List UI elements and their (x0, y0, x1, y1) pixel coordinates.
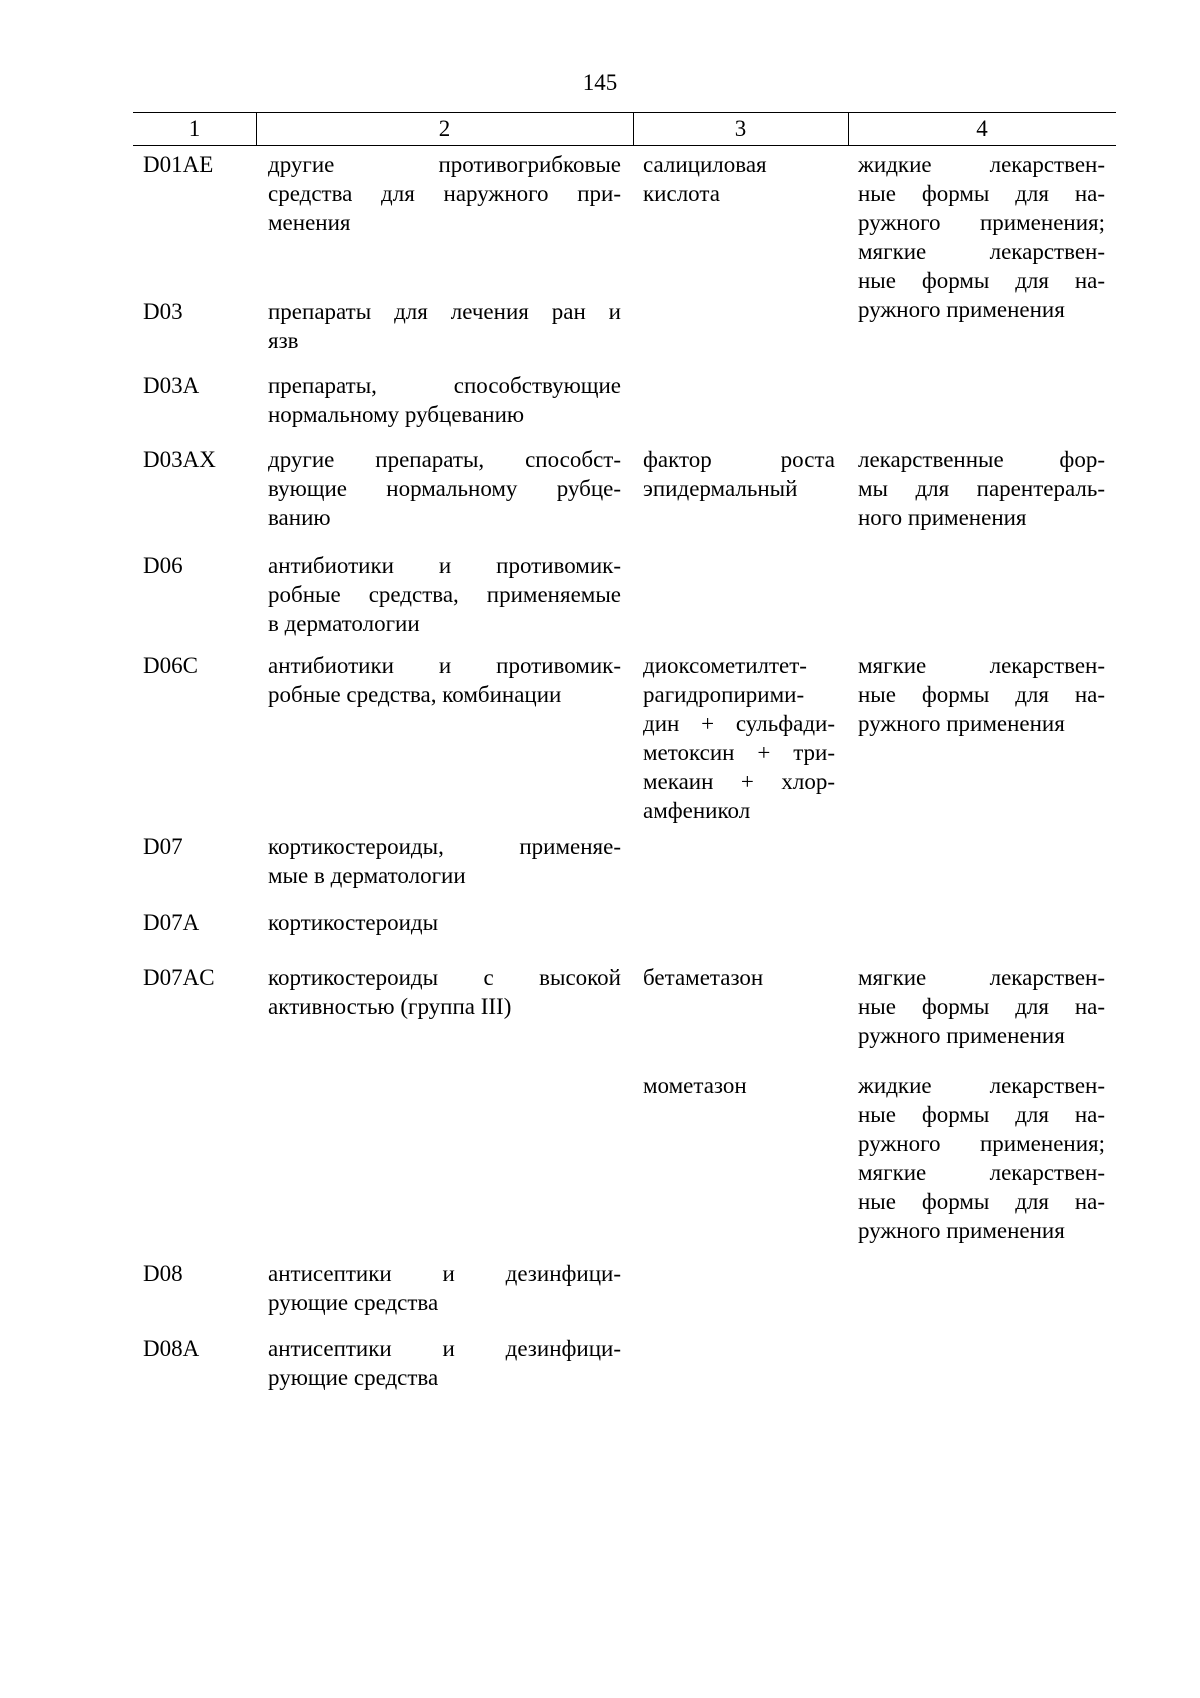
dosage-forms-line: ружного применения (858, 1218, 1065, 1243)
group-name (268, 150, 621, 237)
drug-name-line: мекаин + хлор- (643, 769, 835, 794)
group-name (268, 551, 621, 638)
column-header-3: 3 (734, 116, 747, 141)
atc-code: D03A (143, 373, 200, 398)
header-divider (633, 113, 634, 145)
drug-name-line: диоксометилтет- (643, 653, 807, 678)
atc-code: D07 (143, 834, 183, 859)
group-name-line: рующие средства (268, 1365, 439, 1390)
atc-code: D07A (143, 910, 200, 935)
group-name-line: препараты, способствующие (268, 373, 621, 398)
group-name-line: рующие средства (268, 1290, 439, 1315)
group-name-line: активностью (группа III) (268, 994, 512, 1019)
group-name (268, 371, 621, 429)
drug-name-line: фактор роста (643, 447, 835, 472)
group-name-line: робные средства, применяемые (268, 582, 621, 607)
column-header-1: 1 (188, 116, 201, 141)
group-name-line: мые в дерматологии (268, 863, 466, 888)
group-name-line: антибиотики и противомик- (268, 553, 621, 578)
page-number: 145 (582, 70, 618, 95)
group-name (268, 445, 621, 532)
drug-name (643, 1071, 835, 1100)
drug-name (643, 445, 835, 503)
drug-name-line: салициловая (643, 152, 767, 177)
atc-code: D06C (143, 653, 198, 678)
dosage-forms-line: мягкие лекарствен- (858, 1160, 1105, 1185)
dosage-forms-line: ружного применения; (858, 210, 1105, 235)
group-name-line: язв (268, 328, 299, 353)
group-name-line: кортикостероиды, применяе- (268, 834, 621, 859)
dosage-forms (858, 445, 1105, 532)
dosage-forms-line: мягкие лекарствен- (858, 965, 1105, 990)
atc-code: D07AC (143, 965, 215, 990)
column-header-2: 2 (438, 116, 451, 141)
dosage-forms-line: жидкие лекарствен- (858, 1073, 1105, 1098)
dosage-forms-line: ружного применения (858, 297, 1065, 322)
dosage-forms-line: лекарственные фор- (858, 447, 1105, 472)
drug-name-line: метоксин + три- (643, 740, 835, 765)
group-name (268, 963, 621, 1021)
dosage-forms-line: ные формы для на- (858, 994, 1105, 1019)
drug-name (643, 651, 835, 825)
atc-code: D06 (143, 553, 183, 578)
group-name-line: препараты для лечения ран и (268, 299, 621, 324)
dosage-forms-line: ружного применения; (858, 1131, 1105, 1156)
header-divider (848, 113, 849, 145)
atc-code: D08 (143, 1261, 183, 1286)
group-name (268, 651, 621, 709)
drug-name-line: рагидропирими- (643, 682, 805, 707)
dosage-forms-line: ные формы для на- (858, 268, 1105, 293)
group-name-line: средства для наружного при- (268, 181, 621, 206)
dosage-forms-line: мягкие лекарствен- (858, 239, 1105, 264)
group-name-line: кортикостероиды с высокой (268, 965, 621, 990)
atc-code: D03AX (143, 447, 216, 472)
group-name-line: вующие нормальному рубце- (268, 476, 621, 501)
drug-name-line: кислота (643, 181, 720, 206)
group-name (268, 832, 621, 890)
group-name-line: антисептики и дезинфици- (268, 1336, 621, 1361)
group-name-line: ванию (268, 505, 331, 530)
group-name-line: в дерматологии (268, 611, 420, 636)
drug-name-line: эпидермальный (643, 476, 798, 501)
drug-table (133, 112, 1116, 1390)
dosage-forms (858, 150, 1105, 324)
dosage-forms-line: ные формы для на- (858, 1102, 1105, 1127)
atc-code: D01AE (143, 152, 214, 177)
group-name (268, 297, 621, 355)
group-name-line: нормальному рубцеванию (268, 402, 525, 427)
drug-name-line: мометазон (643, 1073, 747, 1098)
dosage-forms-line: ружного применения (858, 1023, 1065, 1048)
group-name-line: кортикостероиды (268, 910, 439, 935)
column-header-4: 4 (976, 116, 988, 141)
group-name-line: робные средства, комбинации (268, 682, 562, 707)
header-divider (256, 113, 257, 145)
dosage-forms-line: ружного применения (858, 711, 1065, 736)
dosage-forms (858, 1071, 1105, 1245)
drug-name (643, 963, 835, 992)
dosage-forms-line: ные формы для на- (858, 682, 1105, 707)
group-name-line: антисептики и дезинфици- (268, 1261, 621, 1286)
group-name (268, 1259, 621, 1317)
dosage-forms-line: ного применения (858, 505, 1027, 530)
group-name-line: другие противогрибковые (268, 152, 621, 177)
dosage-forms-line: мы для парентераль- (858, 476, 1105, 501)
group-name-line: другие препараты, способст- (268, 447, 621, 472)
atc-code: D08A (143, 1336, 200, 1361)
group-name-line: антибиотики и противомик- (268, 653, 621, 678)
group-name (268, 908, 621, 937)
table-header-row (133, 112, 1116, 146)
drug-name-line: дин + сульфади- (643, 711, 835, 736)
dosage-forms-line: ные формы для на- (858, 1189, 1105, 1214)
atc-code: D03 (143, 299, 183, 324)
drug-name-line: амфеникол (643, 798, 751, 823)
dosage-forms-line: ные формы для на- (858, 181, 1105, 206)
dosage-forms-line: мягкие лекарствен- (858, 653, 1105, 678)
drug-name (643, 150, 835, 208)
dosage-forms (858, 963, 1105, 1050)
dosage-forms (858, 651, 1105, 738)
group-name-line: менения (268, 210, 351, 235)
drug-name-line: бетаметазон (643, 965, 764, 990)
group-name (268, 1334, 621, 1392)
dosage-forms-line: жидкие лекарствен- (858, 152, 1105, 177)
